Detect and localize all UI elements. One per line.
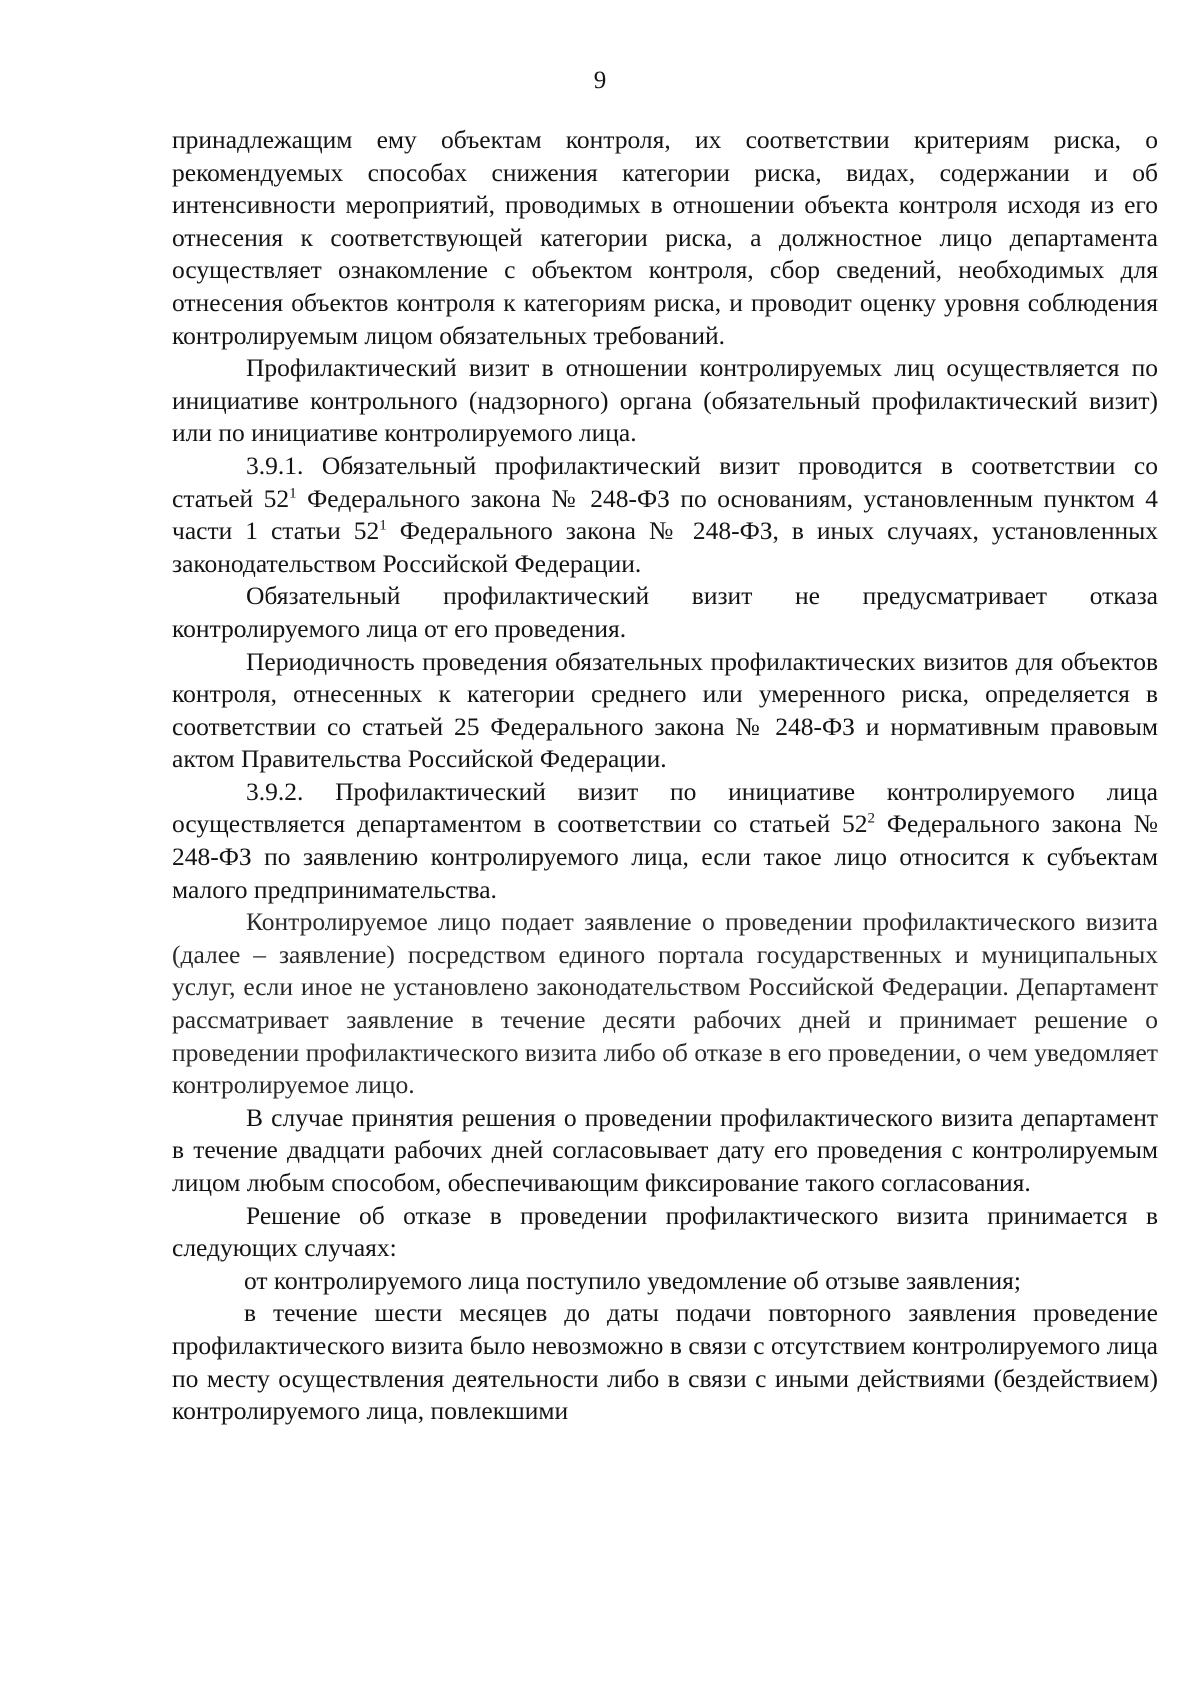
paragraph-continuation: принадлежащим ему объектам контроля, их соответствии критериям риска, о рекомендуемых способах снижения категории риска, видах, содержании и об интенсивности мероприятий, проводимых в отношении объекта контроля исходя из его отнесения к соответствующей категории риска, а должностное лицо департамента осуществляет ознакомление с объектом контроля, сбор сведений, необходимых для отнесения объектов контроля к категориям риска, и проводит оценку уровня соблюдения контролируемым лицом обязательных требований. <box>172 125 1158 350</box>
superscript-2: 2 <box>867 810 876 827</box>
paragraph-refusal-cases: Решение об отказе в проведении профилактического визита принимается в следующих случаях: <box>172 1200 1158 1263</box>
paragraph-3-9-1-part3: Федерального закона № 248-ФЗ, в иных случаях, установленных законодательством Российской Федерации. <box>172 516 1158 578</box>
paragraph-date-agreement: В случае принятия решения о проведении профилактического визита департамент в течение двадцати рабочих дней согласовывает дату его проведения с контролируемым лицом любым способом, обеспечивающим фиксирование такого согласования. <box>172 1102 1158 1197</box>
paragraph-visit-initiative: Профилактический визит в отношении контролируемых лиц осуществляется по инициативе контрольного (надзорного) органа (обязательный профилактический визит) или по инициативе контролируемого лица. <box>172 353 1158 448</box>
paragraph-3-9-1 <box>172 450 1158 580</box>
paragraph-3-9-1-part1: 3.9.1. Обязательный профилактический визит проводится в соответствии со статьей 52 <box>172 450 1158 513</box>
list-item-six-months: в течение шести месяцев до даты подачи повторного заявления проведение профилактического визита было невозможно в связи с отсутствием контролируемого лица по месту осуществления деятельности либо в связи с иными действиями (бездействием) контролируемого лица, повлекшими <box>172 1298 1158 1426</box>
superscript-1: 1 <box>379 517 387 534</box>
paragraph-3-9-2 <box>172 776 1158 906</box>
paragraph-3-9-2-part1: 3.9.2. Профилактический визит по инициативе контролируемого лица осуществляется департаментом в соответствии со статьей 52 <box>172 776 1158 839</box>
superscript-1: 1 <box>289 485 297 502</box>
paragraph-periodicity: Периодичность проведения обязательных профилактических визитов для объектов контроля, отнесенных к категории среднего или умеренного риска, определяется в соответствии со статьей 25 Федерального закона № 248-ФЗ и нормативным правовым актом Правительства Российской Федерации. <box>172 646 1158 774</box>
paragraph-application-submission: Контролируемое лицо подает заявление о проведении профилактического визита (далее – заявление) посредством единого портала государственных и муниципальных услуг, если иное не установлено законодательством Российской Федерации. Департамент рассматривает заявление в течение десяти рабочих дней и принимает решение о проведении профилактического визита либо об отказе в его проведении, о чем уведомляет контролируемое лицо. <box>172 907 1158 1100</box>
document-body <box>172 124 1158 1428</box>
paragraph-mandatory-no-refusal: Обязательный профилактический визит не предусматривает отказа контролируемого лица от его проведения. <box>172 581 1158 643</box>
paragraph-3-9-2-part2: Федерального закона № 248-ФЗ по заявлению контролируемого лица, если такое лицо относится к субъектам малого предпринимательства. <box>172 809 1158 904</box>
paragraph-3-9-1-part2: Федерального закона № 248-ФЗ по основаниям, установленным пунктом 4 части 1 статьи 52 <box>172 483 1158 546</box>
page-number: 9 <box>593 67 607 94</box>
list-item-withdrawal: от контролируемого лица поступило уведомление об отзыве заявления; <box>244 1265 1021 1295</box>
